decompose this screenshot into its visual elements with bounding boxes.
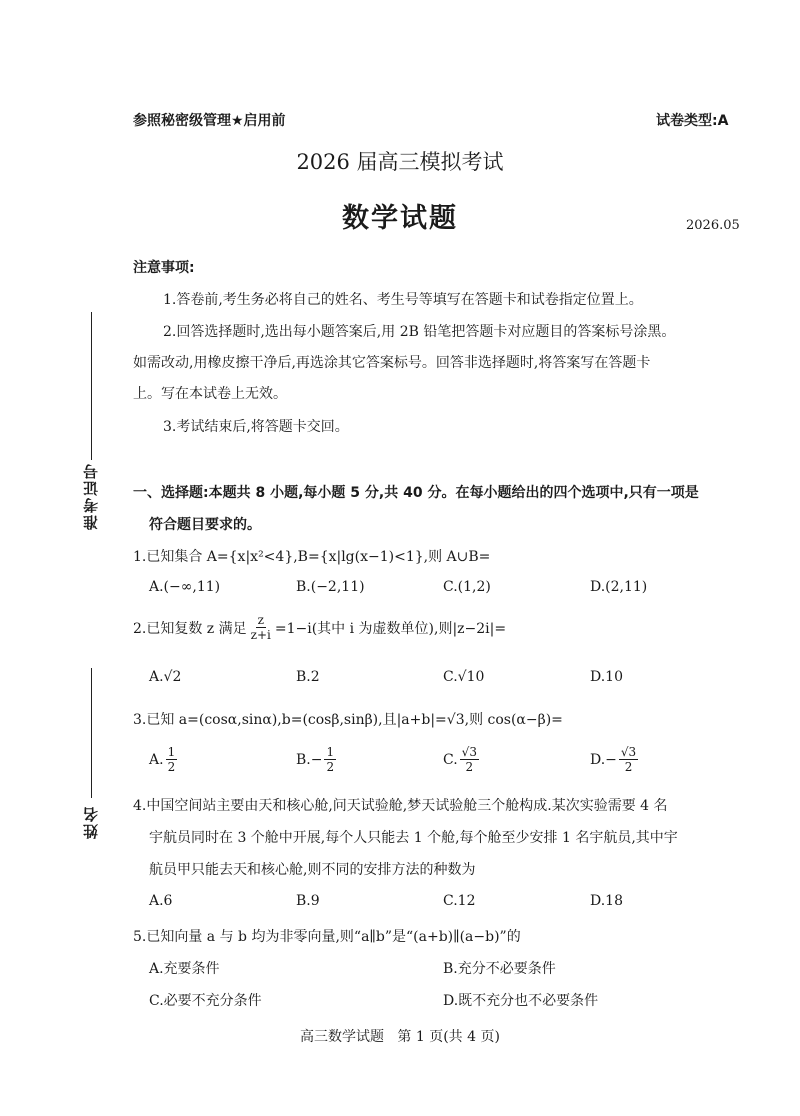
- q3-a-den: 2: [167, 760, 176, 774]
- q4-option-d: D.18: [590, 893, 623, 909]
- exam-id-label: 准考证号: [82, 462, 100, 530]
- q5-option-b: B.充分不必要条件: [443, 961, 556, 977]
- q4-option-a: A.6: [149, 893, 173, 909]
- q4-stem: 4.中国空间站主要由天和核心舱,问天试验舱,梦天试验舱三个舱构成.某次实验需要 4 名: [133, 798, 668, 814]
- note-item-2: 2.回答选择题时,选出每小题答案后,用 2B 铅笔把答题卡对应题目的答案标号涂黑。: [163, 324, 676, 340]
- q3-b-den: 2: [326, 760, 335, 774]
- q4-stem-cont: 宇航员同时在 3 个舱中开展,每个人只能去 1 个舱,每个舱至少安排 1 名宇航员,其中宇: [149, 830, 678, 846]
- q3-option-d-label: D.−: [590, 751, 617, 768]
- q3-option-c: [443, 745, 481, 774]
- q3-a-num: 1: [167, 745, 176, 759]
- q3-option-d-frac: [619, 745, 638, 774]
- q5-option-c: C.必要不充分条件: [149, 993, 262, 1009]
- q4-option-c: C.12: [443, 893, 476, 909]
- q1-option-a: A.(−∞,11): [149, 579, 221, 595]
- q2-stem-pre: 2.已知复数 z 满足: [133, 620, 247, 637]
- q3-b-num: 1: [326, 745, 335, 759]
- section1-header: 一、选择题:本题共 8 小题,每小题 5 分,共 40 分。在每小题给出的四个选项中,只有一项是: [133, 485, 699, 501]
- q3-option-a-label: A.: [149, 751, 164, 768]
- q3-option-b-frac: [324, 745, 336, 774]
- q3-c-num: √3: [461, 745, 477, 759]
- q3-d-den: 2: [624, 760, 633, 774]
- q1-stem: 1.已知集合 A={x|x²<4},B={x|lg(x−1)<1},则 A∪B=: [133, 549, 491, 565]
- note-item-2-end: 上。写在本试卷上无效。: [133, 386, 287, 402]
- q3-option-c-label: C.: [443, 751, 458, 768]
- q3-option-d: [590, 745, 640, 774]
- confidentiality-label: 参照秘密级管理★启用前: [133, 113, 286, 129]
- page-footer: 高三数学试题 第 1 页(共 4 页): [300, 1029, 500, 1045]
- q5-option-a: A.充要条件: [149, 961, 220, 977]
- q4-stem-end: 航员甲只能去天和核心舱,则不同的安排方法的种数为: [149, 862, 476, 878]
- exam-id-line: [91, 312, 92, 460]
- q2-fraction: [249, 613, 273, 642]
- q3-d-num: √3: [620, 745, 637, 759]
- q2-option-a: A.√2: [149, 669, 182, 685]
- q1-option-c: C.(1,2): [443, 579, 491, 595]
- q2-option-c: C.√10: [443, 669, 485, 685]
- exam-date: 2026.05: [686, 218, 740, 233]
- q2-stem: [133, 613, 506, 642]
- q3-stem: 3.已知 a=(cosα,sinα),b=(cosβ,sinβ),且|a+b|=√3,则 cos(α−β)=: [133, 712, 563, 728]
- q2-option-b: B.2: [296, 669, 320, 685]
- q5-stem: 5.已知向量 a 与 b 均为非零向量,则“a∥b”是“(a+b)∥(a−b)”的: [133, 929, 521, 945]
- q1-option-b: B.(−2,11): [296, 579, 365, 595]
- notes-heading: 注意事项:: [133, 260, 195, 276]
- note-item-1: 1.答卷前,考生务必将自己的姓名、考生号等填写在答题卡和试卷指定位置上。: [163, 292, 643, 308]
- q2-stem-post: =1−i(其中 i 为虚数单位),则|z−2i|=: [274, 620, 507, 637]
- note-item-3: 3.考试结束后,将答题卡交回。: [163, 419, 349, 435]
- q3-option-b: [296, 745, 338, 774]
- q3-option-a-frac: [166, 745, 178, 774]
- paper-type-label: 试卷类型:A: [656, 113, 729, 129]
- q4-option-b: B.9: [296, 893, 320, 909]
- q2-frac-den: z+i: [250, 628, 271, 642]
- name-line: [91, 668, 92, 798]
- q3-option-b-label: B.−: [296, 751, 323, 768]
- q2-frac-num: z: [257, 613, 264, 627]
- q3-option-c-frac: [460, 745, 479, 774]
- q3-c-den: 2: [465, 760, 474, 774]
- section1-header-cont: 符合题目要求的。: [149, 517, 261, 533]
- q2-option-d: D.10: [590, 669, 623, 685]
- note-item-2-cont: 如需改动,用橡皮擦干净后,再选涂其它答案标号。回答非选择题时,将答案写在答题卡: [133, 355, 651, 371]
- exam-title: 2026 届高三模拟考试: [296, 150, 504, 174]
- q3-option-a: [149, 745, 179, 774]
- name-label: 姓名: [82, 805, 100, 839]
- q1-option-d: D.(2,11): [590, 579, 648, 595]
- q5-option-d: D.既不充分也不必要条件: [443, 993, 599, 1009]
- subject-title: 数学试题: [342, 203, 458, 234]
